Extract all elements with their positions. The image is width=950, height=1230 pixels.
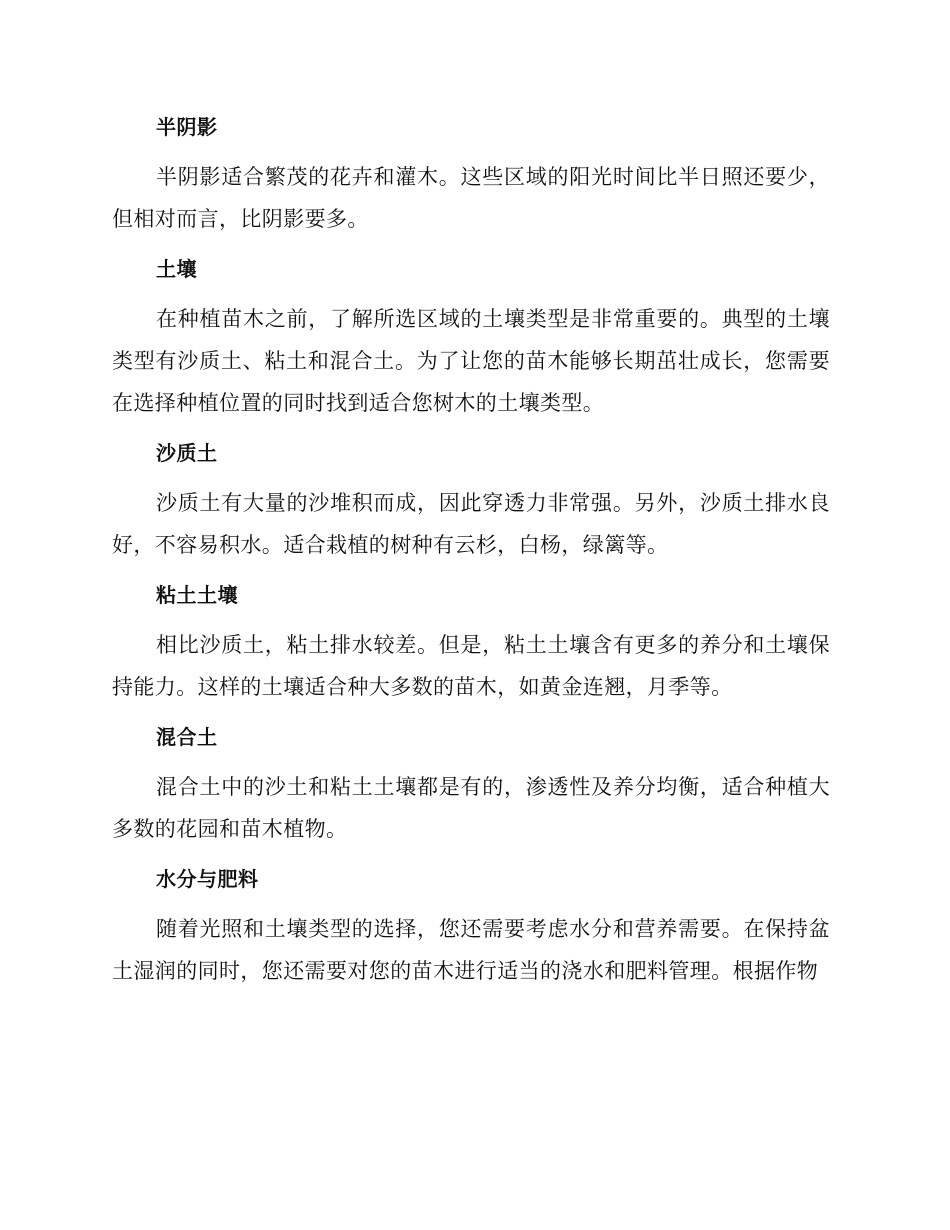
section-heading-soil: 土壤 (156, 257, 197, 281)
section-heading-clay-soil: 粘土土壤 (156, 583, 238, 607)
section-heading-sandy-soil: 沙质土 (156, 441, 218, 465)
document-body (112, 108, 830, 1002)
section-paragraph-mixed-soil: 混合土中的沙土和粘土土壤都是有的，渗透性及养分均衡，适合种植大多数的花园和苗木植物。 (112, 775, 830, 841)
section-paragraph-soil: 在种植苗木之前，了解所选区域的土壤类型是非常重要的。典型的土壤类型有沙质土、粘土和混合土。为了让您的苗木能够长期茁壮成长，您需要在选择种植位置的同时找到适合您树木的土壤类型。 (112, 307, 830, 415)
section-heading-half-shade: 半阴影 (156, 115, 218, 139)
section-paragraph-water-fertilizer: 随着光照和土壤类型的选择，您还需要考虑水分和营养需要。在保持盆土湿润的同时，您还需要对您的苗木进行适当的浇水和肥料管理。根据作物 (112, 917, 830, 983)
section-heading-water-fertilizer: 水分与肥料 (156, 867, 259, 891)
section-paragraph-sandy-soil: 沙质土有大量的沙堆积而成，因此穿透力非常强。另外，沙质土排水良好，不容易积水。适合栽植的树种有云杉，白杨，绿篱等。 (112, 491, 830, 557)
section-paragraph-clay-soil: 相比沙质土，粘土排水较差。但是，粘土土壤含有更多的养分和土壤保持能力。这样的土壤适合种大多数的苗木，如黄金连翘，月季等。 (112, 633, 830, 699)
section-paragraph-half-shade: 半阴影适合繁茂的花卉和灌木。这些区域的阳光时间比半日照还要少，但相对而言，比阴影要多。 (112, 165, 830, 231)
section-heading-mixed-soil: 混合土 (156, 725, 218, 749)
